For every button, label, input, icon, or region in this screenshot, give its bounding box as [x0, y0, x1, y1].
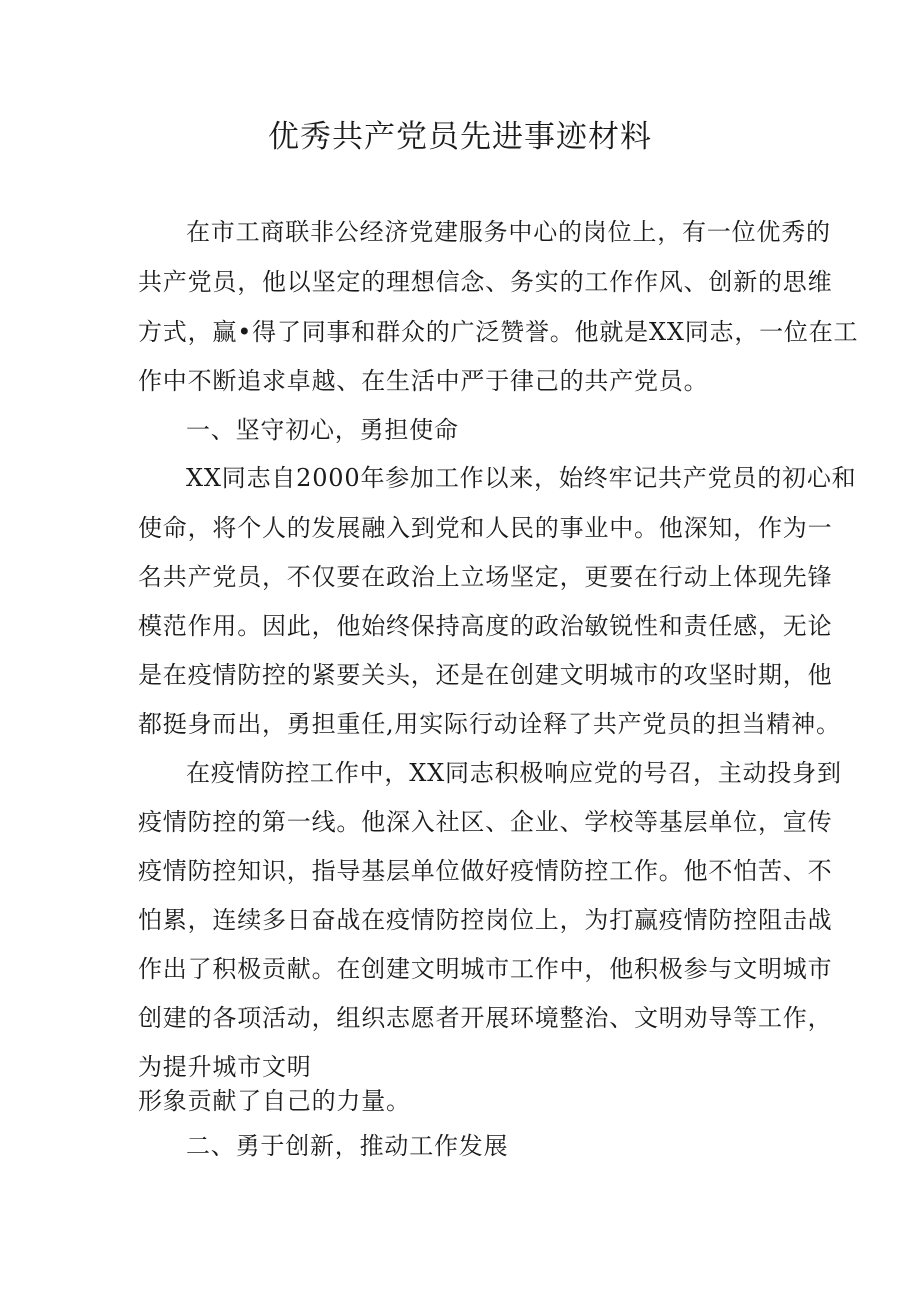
paragraph-2-line-6: 都挺身而出，勇担重任,用实际行动诠释了共产党员的担当精神。	[138, 710, 841, 738]
paragraph-1-line-4: 作中不断追求卓越、在生活中严于律己的共产党员。	[138, 367, 709, 395]
paragraph-1-line-1: 在市工商联非公经济党建服务中心的岗位上，有一位优秀的	[186, 218, 831, 246]
paragraph-2-line-4: 模范作用。因此，他始终保持高度的政治敏锐性和责任感，无论	[138, 612, 833, 640]
paragraph-3-line-1: 在疫情防控工作中，XX同志积极响应党的号召，主动投身到	[186, 759, 842, 787]
paragraph-2-line-3: 名共产党员，不仅要在政治上立场坚定，更要在行动上体现先锋	[138, 563, 833, 591]
paragraph-2-line-1: XX同志自2000年参加工作以来，始终牢记共产党员的初心和	[186, 464, 857, 492]
paragraph-3-line-2: 疫情防控的第一线。他深入社区、企业、学校等基层单位，宣传	[138, 808, 833, 836]
paragraph-3-line-3: 疫情防控知识，指导基层单位做好疫情防控工作。他不怕苦、不	[138, 857, 833, 885]
section-heading-1: 一、坚守初心，勇担使命	[186, 416, 459, 444]
paragraph-3-line-4: 怕累，连续多日奋战在疫情防控岗位上，为打赢疫情防控阻击战	[138, 906, 833, 934]
paragraph-1-line-2: 共产党员，他以坚定的理想信念、务实的工作作风、创新的思维	[138, 268, 833, 296]
paragraph-3-line-6: 创建的各项活动，组织志愿者开展环境整治、文明劝导等工作，	[138, 1004, 833, 1032]
paragraph-3-line-8: 形象贡献了自己的力量。	[138, 1087, 411, 1115]
section-heading-2: 二、勇于创新，推动工作发展	[186, 1132, 509, 1160]
paragraph-2-line-2: 使命，将个人的发展融入到党和人民的事业中。他深知，作为一	[138, 514, 833, 542]
paragraph-1-line-3: 方式，赢•得了同事和群众的广泛赞誉。他就是XX同志，一位在工	[138, 318, 859, 346]
paragraph-3-line-7: 为提升城市文明	[138, 1053, 312, 1081]
document-title: 优秀共产党员先进事迹材料	[268, 119, 652, 155]
paragraph-3-line-5: 作出了积极贡献。在创建文明城市工作中，他积极参与文明城市	[138, 955, 833, 983]
paragraph-2-line-5: 是在疫情防控的紧要关头，还是在创建文明城市的攻坚时期，他	[138, 661, 833, 689]
